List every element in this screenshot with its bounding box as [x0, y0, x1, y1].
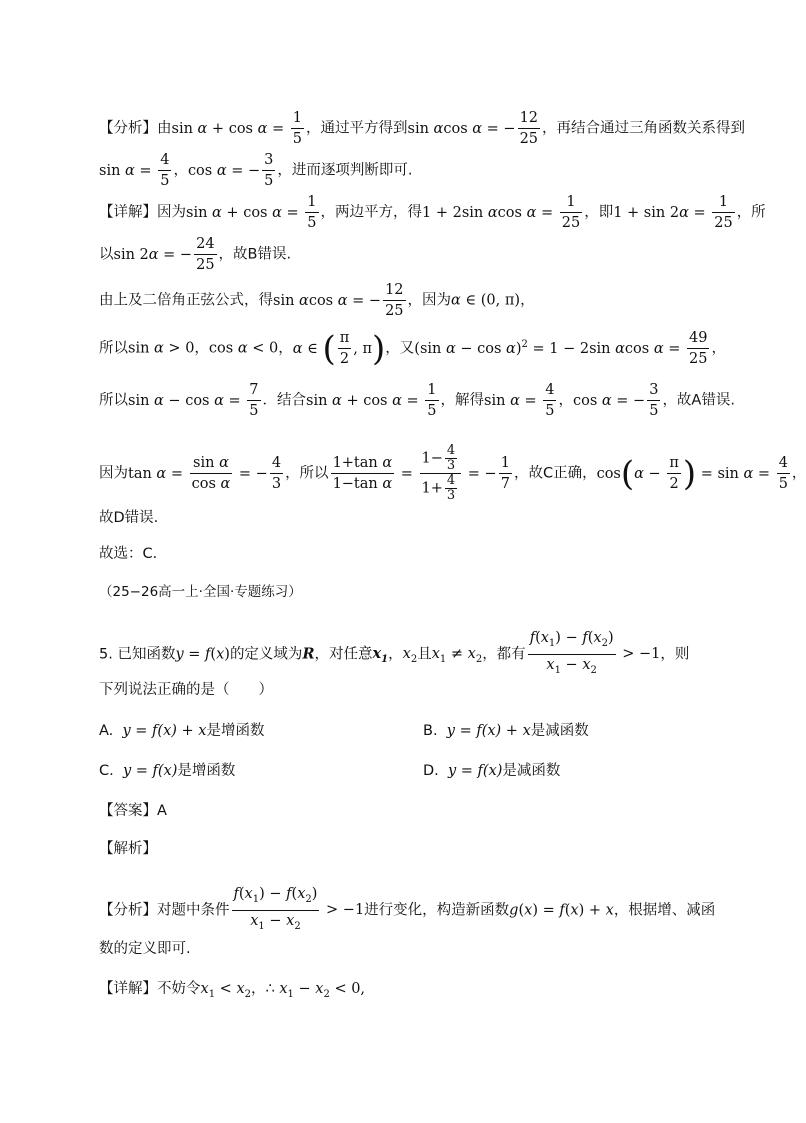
formula: $x_1 \ne x_2$	[431, 646, 483, 666]
detail-line-2	[99, 234, 704, 275]
jiexi-line: 【解析】	[99, 841, 157, 857]
q5-stem-line-1	[99, 628, 704, 681]
formula: sin α − cos α = $\frac{7}{5}$	[128, 382, 259, 419]
text: ，故C正确，	[513, 465, 597, 482]
text: ，解得	[440, 392, 485, 409]
text: ，则	[660, 646, 690, 663]
detail-line-7: 故D错误.	[99, 510, 159, 526]
text: ，都有	[482, 646, 526, 663]
detail-tag: 【详解】	[99, 204, 157, 221]
formula: cos α < 0	[208, 340, 279, 357]
formula: sin αcos α = − $\frac{12}{25}$	[273, 282, 404, 319]
analysis-tag: 【分析】	[99, 120, 157, 137]
text: ，进而逐项判断即可.	[277, 162, 413, 179]
choice-line: 故选：C．	[99, 546, 168, 562]
formula: g(x) = f(x) + x	[509, 902, 614, 919]
text: 进行变化，构造新函数	[364, 902, 510, 919]
option-letter: A.	[99, 723, 114, 739]
text: ，即	[584, 204, 614, 221]
formula: $\frac{f(x_1) - f(x_2)}{x_1 - x_2}$ > −1	[233, 886, 365, 932]
formula: cos α = − $\frac{3}{5}$	[187, 152, 274, 189]
option-text: 是减函数	[502, 763, 561, 779]
text: 对题中条件	[157, 902, 230, 919]
text: 的定义域为	[229, 646, 303, 663]
formula: cos α = − $\frac{3}{5}$	[572, 382, 659, 419]
formula: $\frac{f(x_1) - f(x_2)}{x_1 - x_2}$ > −1	[529, 630, 661, 676]
option-text: 是减函数	[530, 723, 589, 739]
formula: tan α = $\frac{\text{sin α}}{\text{cos α}}$ = − $\frac{4}{3}$	[128, 455, 282, 492]
formula: 1 + sin 2α = $\frac{1}{25}$	[613, 194, 733, 231]
text: 且	[417, 646, 432, 663]
text: 以	[99, 246, 114, 263]
option-formula: y = f(x)	[122, 763, 178, 779]
text: ．结合	[262, 392, 307, 409]
set-R: R	[302, 645, 315, 663]
analysis-tag: 【分析】	[99, 902, 157, 919]
formula: sin 2α = − $\frac{24}{25}$	[113, 236, 215, 273]
detail-tag: 【详解】	[99, 981, 157, 997]
text: ，两边平方，得	[320, 204, 423, 221]
option-formula: y = f(x)	[448, 763, 503, 779]
text: ，因为	[407, 292, 452, 309]
answer-tag: 【答案】	[99, 803, 157, 819]
q5-analysis-line-2: 数的定义即可.	[99, 941, 191, 957]
answer-line	[99, 800, 704, 822]
text: ，	[194, 340, 209, 357]
q5-detail-line-1	[99, 978, 704, 1006]
option-letter: B.	[423, 723, 438, 739]
formula: α ∈ (0, π)	[451, 292, 521, 309]
q5-analysis-line-1	[99, 884, 716, 937]
option-text: 是增函数	[177, 763, 236, 779]
formula: sin α = $\frac{4}{5}$	[99, 152, 170, 189]
formula: $\frac{\text{1+tan α}}{\text{1−tan α}}$ = 1− $\frac{4}{3}$ 1+ $\frac{4}{3}$ = − $\frac{1}{7}$	[332, 443, 510, 503]
text: ，对任意	[314, 646, 373, 663]
text: ，	[173, 162, 188, 179]
analysis-line-1	[99, 108, 746, 149]
text: ，所以	[285, 465, 329, 482]
detail-line-6: 因为tan α = $\frac{\text{sin α}}{\text{cos α}}$ = − $\frac{4}{3}$ ，所以 $\frac{\text{1+tan α}}{\text{1−tan α}}$ = 1− $\frac{4}{3}$ 1+ $\frac{4}{3}$ = − $\frac{1}{7}$ ，故C正确，cos(α − $\frac{\pi}{2}$ ) = sin α = $\frac{4}{5}$ ，	[99, 443, 806, 503]
q5-stem-line-2: 下列说法正确的是（ ）	[99, 682, 273, 698]
text: ，	[558, 392, 573, 409]
option-letter: C.	[99, 763, 114, 779]
formula: $x_1 < x_2$	[200, 981, 251, 1000]
detail-line-5	[99, 380, 735, 421]
text: 所以	[99, 392, 128, 409]
text: ，再结合通过三角函数关系得到	[542, 120, 746, 137]
formula: $x_1$	[372, 645, 389, 666]
formula: $x_1 - x_2 < 0$,	[279, 981, 366, 1000]
formula: α ∈ ( $\frac{\pi}{2}$ , π)	[292, 328, 386, 369]
option-formula: y = f(x) + x	[446, 723, 531, 739]
option-b	[423, 719, 589, 740]
text: ，根据增、减函	[613, 902, 716, 919]
formula: y = f(x)	[175, 646, 230, 663]
text: ，所	[736, 204, 766, 221]
option-letter: D.	[423, 763, 439, 779]
analysis-line-2	[99, 150, 704, 191]
detail-line-3: 由上及二倍角正弦公式，得sin αcos α = − $\frac{12}{25}$ ，因为α ∈ (0, π)，	[99, 282, 535, 319]
therefore-symbol: ∴	[265, 981, 275, 997]
text: 由上及二倍角正弦公式，得	[99, 292, 273, 309]
detail-line-1	[99, 192, 766, 233]
formula: $x_2$	[402, 646, 418, 666]
formula: 1 + 2sin αcos α = $\frac{1}{25}$	[422, 194, 581, 231]
formula: sin α > 0	[128, 340, 195, 357]
text: 不妨令	[157, 981, 201, 997]
option-text: 是增函数	[206, 723, 265, 739]
text: ，通过平方得到	[306, 120, 408, 137]
formula: (sin α − cos α)$^2$ = 1 − 2sin αcos α = $\frac{49}{25}$	[414, 330, 708, 367]
text: 因为	[99, 465, 128, 482]
answer-value: A	[157, 803, 167, 819]
question-number: 5.	[99, 646, 113, 663]
text: ，	[251, 981, 266, 997]
text: ，	[388, 646, 403, 663]
text: ，故B错误.	[218, 246, 292, 263]
text: 已知函数	[117, 646, 176, 663]
text: 因为	[157, 204, 186, 221]
text: 由	[157, 120, 172, 137]
text: 所以	[99, 340, 128, 357]
option-a	[99, 719, 264, 740]
text: ，	[278, 340, 293, 357]
option-formula: y = f(x) + x	[122, 723, 207, 739]
text: ，故A错误.	[662, 392, 735, 409]
option-c	[99, 759, 235, 780]
source-line: （25−26高一上·全国·专题练习）	[99, 584, 302, 600]
formula: sin α + cos α = $\frac{1}{5}$	[186, 194, 317, 231]
formula: cos(α − $\frac{\pi}{2}$ ) = sin α = $\frac{4}{5}$	[596, 453, 788, 494]
formula: sin α = $\frac{4}{5}$	[484, 382, 555, 419]
formula: sin αcos α = − $\frac{12}{25}$	[407, 110, 539, 147]
formula: sin α + cos α = $\frac{1}{5}$	[171, 110, 303, 147]
detail-line-4: 所以sin α > 0，cos α < 0，α ∈ ( $\frac{\pi}{2}$ , π)，又(sin α − cos α)$^2$ = 1 − 2sin αcos α = $\frac{49}{25}$ ，	[99, 328, 726, 369]
formula: sin α + cos α = $\frac{1}{5}$	[306, 382, 437, 419]
text: ，又	[385, 340, 415, 357]
option-d	[423, 759, 560, 780]
